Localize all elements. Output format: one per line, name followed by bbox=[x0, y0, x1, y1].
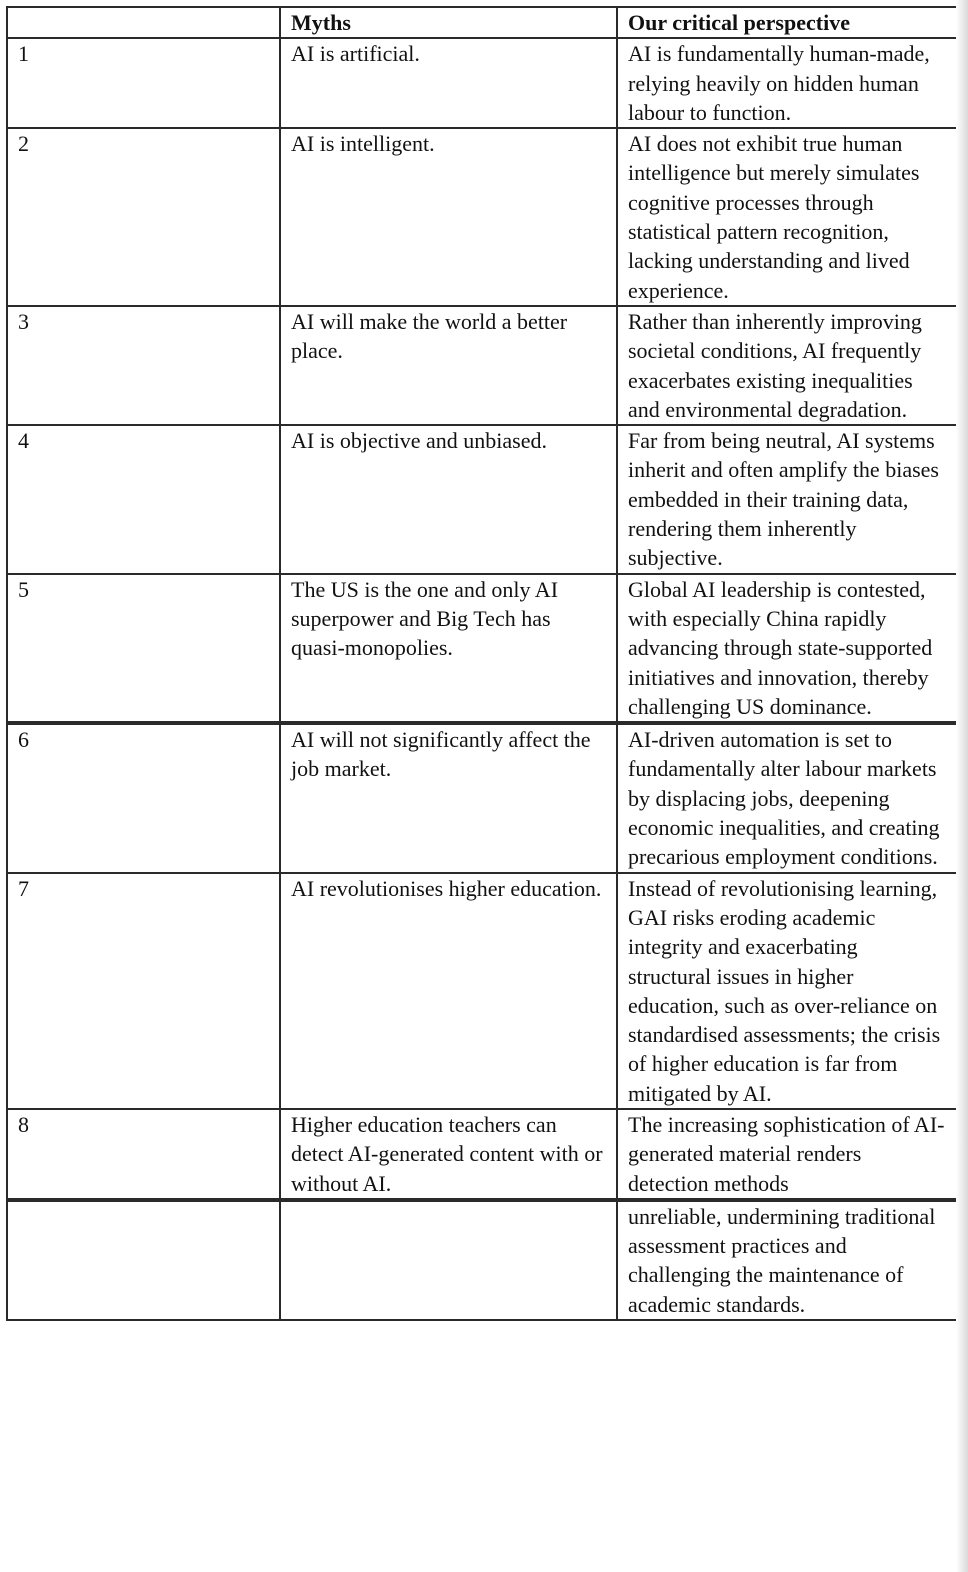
row-number: 2 bbox=[7, 128, 280, 306]
header-myths: Myths bbox=[280, 7, 617, 38]
perspective-cell: AI does not exhibit true human intelligence but merely simulates cognitive processes through statistical pattern recognition, lacking understanding and lived experience. bbox=[617, 128, 957, 306]
perspective-cell: The increasing sophistication of AI-generated material renders detection methods bbox=[617, 1109, 957, 1200]
table-row bbox=[7, 38, 957, 128]
myth-cell: AI revolutionises higher education. bbox=[280, 873, 617, 1109]
table-row bbox=[7, 425, 957, 573]
perspective-cell: AI is fundamentally human-made, relying heavily on hidden human labour to function. bbox=[617, 38, 957, 128]
myth-cell: AI is intelligent. bbox=[280, 128, 617, 306]
myth-cell: AI is artificial. bbox=[280, 38, 617, 128]
row-number bbox=[7, 1200, 280, 1320]
myth-cell: AI will make the world a better place. bbox=[280, 306, 617, 425]
perspective-cell: unreliable, undermining traditional assessment practices and challenging the maintenance of academic standards. bbox=[617, 1200, 957, 1320]
row-number: 3 bbox=[7, 306, 280, 425]
table-row bbox=[7, 873, 957, 1109]
perspective-cell: Instead of revolutionising learning, GAI risks eroding academic integrity and exacerbating structural issues in higher education, such as over-reliance on standardised assessments; the crisis of higher education is far from mitigated by AI. bbox=[617, 873, 957, 1109]
table-row bbox=[7, 128, 957, 306]
row-number: 6 bbox=[7, 723, 280, 872]
perspective-cell: Far from being neutral, AI systems inherit and often amplify the biases embedded in their training data, rendering them inherently subjective. bbox=[617, 425, 957, 573]
myth-cell: AI will not significantly affect the job market. bbox=[280, 723, 617, 872]
perspective-cell: Global AI leadership is contested, with especially China rapidly advancing through state-supported initiatives and innovation, thereby challenging US dominance. bbox=[617, 574, 957, 723]
myth-cell: Higher education teachers can detect AI-generated content with or without AI. bbox=[280, 1109, 617, 1200]
table-header-row bbox=[7, 7, 957, 38]
page-edge-shadow bbox=[956, 0, 968, 1572]
table-row bbox=[7, 1109, 957, 1200]
row-number: 4 bbox=[7, 425, 280, 573]
table-row bbox=[7, 306, 957, 425]
table-row-continuation bbox=[7, 1200, 957, 1320]
header-perspective: Our critical perspective bbox=[617, 7, 957, 38]
perspective-cell: AI-driven automation is set to fundamentally alter labour markets by displacing jobs, deepening economic inequalities, and creating precarious employment conditions. bbox=[617, 723, 957, 872]
row-number: 1 bbox=[7, 38, 280, 128]
perspective-cell: Rather than inherently improving societal conditions, AI frequently exacerbates existing inequalities and environmental degradation. bbox=[617, 306, 957, 425]
table-row bbox=[7, 723, 957, 872]
table-row bbox=[7, 574, 957, 723]
myth-cell: The US is the one and only AI superpower and Big Tech has quasi-monopolies. bbox=[280, 574, 617, 723]
myth-cell bbox=[280, 1200, 617, 1320]
row-number: 5 bbox=[7, 574, 280, 723]
row-number: 7 bbox=[7, 873, 280, 1109]
row-number: 8 bbox=[7, 1109, 280, 1200]
myth-cell: AI is objective and unbiased. bbox=[280, 425, 617, 573]
header-number bbox=[7, 7, 280, 38]
myths-table bbox=[6, 6, 958, 1321]
